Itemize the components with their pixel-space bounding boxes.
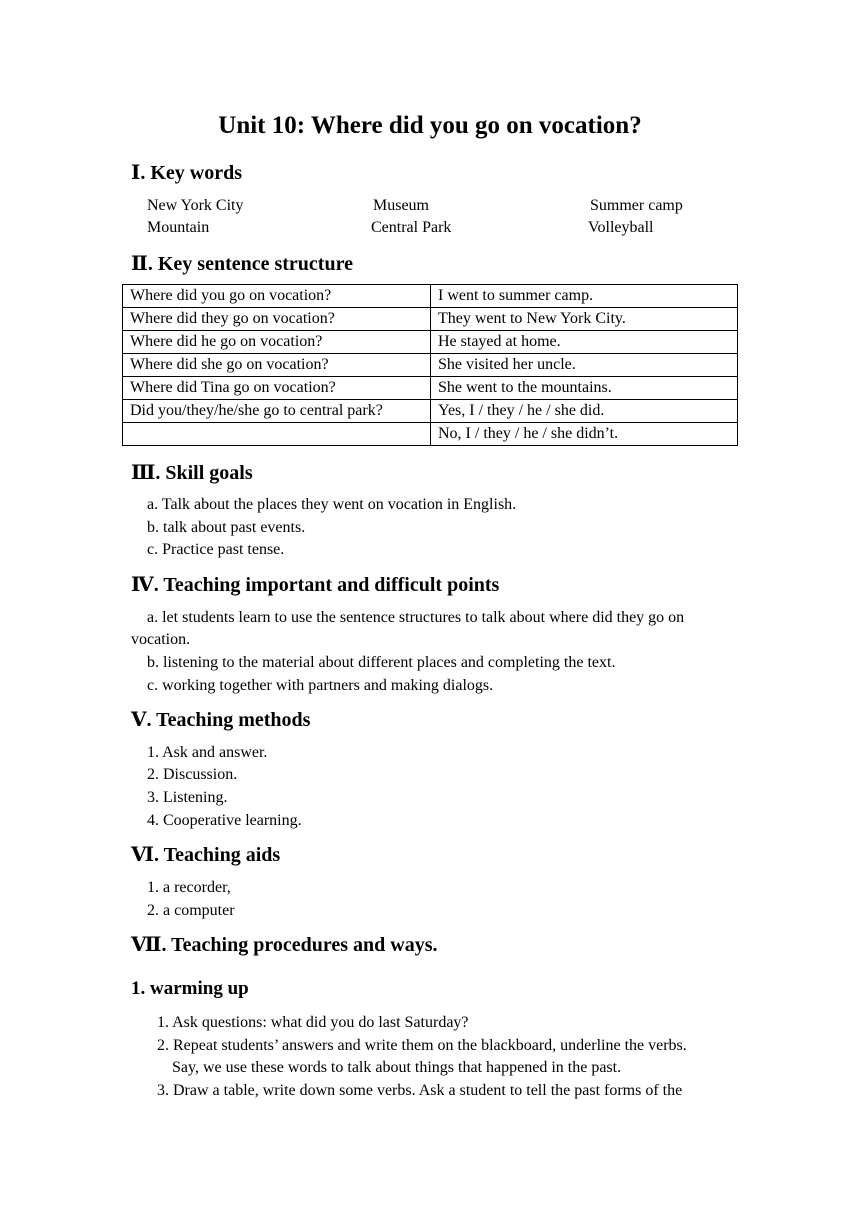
- table-row: [123, 354, 738, 377]
- section-heading-key-words: [131, 160, 242, 185]
- section-title: Teaching aids: [163, 844, 281, 866]
- table-cell-answer: They went to New York City.: [431, 308, 738, 331]
- table-row: [123, 423, 738, 446]
- table-cell-question: Did you/they/he/she go to central park?: [123, 400, 431, 423]
- table-row: [123, 285, 738, 308]
- skill-goal-item: a. Talk about the places they went on vocation in English.: [147, 496, 517, 513]
- key-word: Mountain: [147, 219, 210, 236]
- method-item: 4. Cooperative learning.: [147, 812, 302, 829]
- section-heading-teaching-methods: [131, 707, 310, 732]
- key-word: New York City: [147, 197, 244, 214]
- subsection-heading-warming-up: 1. warming up: [131, 978, 249, 999]
- aid-item: 2. a computer: [147, 902, 235, 919]
- section-number: Ⅰ.: [131, 162, 146, 184]
- key-word: Central Park: [371, 219, 452, 236]
- table-cell-question: Where did she go on vocation?: [123, 354, 431, 377]
- section-number: Ⅴ.: [131, 709, 152, 731]
- section-heading-key-sentence-structure: [131, 251, 353, 276]
- teaching-point-continuation: vocation.: [131, 631, 191, 648]
- section-number: Ⅵ.: [131, 844, 159, 866]
- table-cell-answer: She visited her uncle.: [431, 354, 738, 377]
- procedure-item: 3. Draw a table, write down some verbs. Ask a student to tell the past forms of the: [157, 1082, 683, 1099]
- table-cell-answer: No, I / they / he / she didn’t.: [431, 423, 738, 446]
- teaching-point-item: c. working together with partners and making dialogs.: [147, 677, 494, 694]
- section-title: Key words: [150, 162, 243, 184]
- table-row: [123, 377, 738, 400]
- key-word: Volleyball: [588, 219, 654, 236]
- procedure-item: 1. Ask questions: what did you do last Saturday?: [157, 1014, 469, 1031]
- teaching-point-item: b. listening to the material about different places and completing the text.: [147, 654, 616, 671]
- table-cell-answer: She went to the mountains.: [431, 377, 738, 400]
- section-title: Teaching important and difficult points: [163, 574, 500, 596]
- sentence-structure-table: [122, 284, 738, 446]
- table-row: [123, 308, 738, 331]
- method-item: 2. Discussion.: [147, 766, 238, 783]
- teaching-point-item: a. let students learn to use the sentence structures to talk about where did they go on: [147, 609, 685, 626]
- section-number: Ⅶ.: [131, 934, 167, 956]
- procedure-item: 2. Repeat students’ answers and write them on the blackboard, underline the verbs.: [157, 1037, 687, 1054]
- table-cell-question: Where did he go on vocation?: [123, 331, 431, 354]
- section-number: Ⅲ.: [131, 462, 161, 484]
- table-cell-question: Where did they go on vocation?: [123, 308, 431, 331]
- table-cell-question: Where did you go on vocation?: [123, 285, 431, 308]
- section-heading-teaching-procedures: [131, 932, 438, 957]
- section-number: Ⅳ.: [131, 574, 159, 596]
- method-item: 3. Listening.: [147, 789, 228, 806]
- table-row: [123, 331, 738, 354]
- section-heading-skill-goals: [131, 460, 253, 485]
- method-item: 1. Ask and answer.: [147, 744, 268, 761]
- section-heading-teaching-aids: [131, 842, 280, 867]
- section-title: Key sentence structure: [157, 253, 353, 275]
- table-cell-question: Where did Tina go on vocation?: [123, 377, 431, 400]
- section-heading-teaching-points: [131, 572, 499, 597]
- table-cell-answer: He stayed at home.: [431, 331, 738, 354]
- section-number: Ⅱ.: [131, 253, 153, 275]
- table-cell-answer: Yes, I / they / he / she did.: [431, 400, 738, 423]
- table-cell-answer: I went to summer camp.: [431, 285, 738, 308]
- table-cell-question: [123, 423, 431, 446]
- section-title: Skill goals: [165, 462, 253, 484]
- skill-goal-item: b. talk about past events.: [147, 519, 306, 536]
- section-title: Teaching procedures and ways.: [171, 934, 438, 956]
- key-word: Summer camp: [590, 197, 683, 214]
- page-title: Unit 10: Where did you go on vocation?: [218, 112, 642, 139]
- key-word: Museum: [373, 197, 429, 214]
- skill-goal-item: c. Practice past tense.: [147, 541, 285, 558]
- aid-item: 1. a recorder,: [147, 879, 231, 896]
- table-row: [123, 400, 738, 423]
- procedure-continuation: Say, we use these words to talk about things that happened in the past.: [172, 1059, 622, 1076]
- section-title: Teaching methods: [156, 709, 311, 731]
